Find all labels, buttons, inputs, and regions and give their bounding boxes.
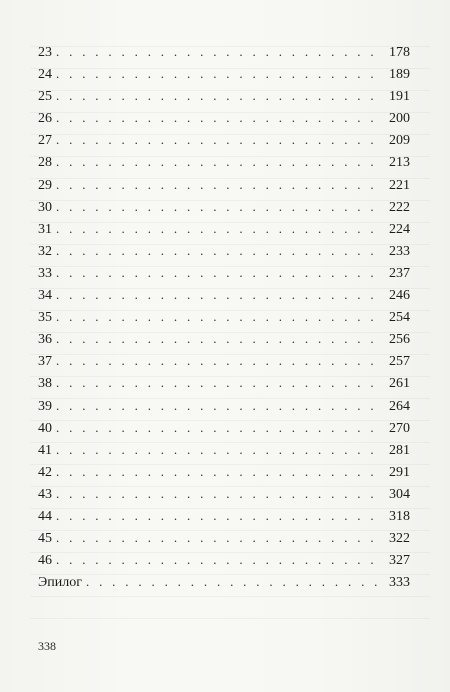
dot-leader bbox=[56, 129, 384, 151]
toc-entry-label: 33 bbox=[38, 265, 52, 281]
dot-leader bbox=[56, 461, 384, 483]
toc-entry-label: 46 bbox=[38, 553, 52, 569]
toc-entry-page: 327 bbox=[389, 553, 410, 569]
toc-entry-page: 191 bbox=[389, 89, 410, 105]
toc-entry-label: 41 bbox=[38, 442, 52, 458]
dot-leader bbox=[56, 85, 384, 107]
toc-entry-label: 25 bbox=[38, 89, 52, 105]
toc-entry bbox=[38, 505, 410, 527]
dot-leader bbox=[56, 417, 384, 439]
toc-entry-label: 40 bbox=[38, 420, 52, 436]
toc-entry-page: 222 bbox=[389, 199, 410, 215]
dot-leader bbox=[86, 571, 384, 593]
toc-entry-page: 233 bbox=[389, 243, 410, 259]
toc-entry bbox=[38, 372, 410, 394]
toc-entry-page: 256 bbox=[389, 332, 410, 348]
toc-entry-label: 27 bbox=[38, 133, 52, 149]
toc-entry-label: 29 bbox=[38, 177, 52, 193]
dot-leader bbox=[56, 218, 384, 240]
toc-entry bbox=[38, 461, 410, 483]
toc-entry bbox=[38, 240, 410, 262]
toc-entry bbox=[38, 571, 410, 593]
toc-entry bbox=[38, 107, 410, 129]
dot-leader bbox=[56, 107, 384, 129]
toc-entry bbox=[38, 483, 410, 505]
toc-entry-page: 264 bbox=[389, 398, 410, 414]
toc-entry-label: 23 bbox=[38, 45, 52, 60]
toc-entry-page: 261 bbox=[389, 376, 410, 392]
toc-entry-label: 37 bbox=[38, 354, 52, 370]
dot-leader bbox=[56, 151, 384, 173]
toc-entry bbox=[38, 350, 410, 372]
toc-entry bbox=[38, 284, 410, 306]
toc-entry-page: 291 bbox=[389, 464, 410, 480]
toc-entry-page: 189 bbox=[389, 67, 410, 83]
toc-entry bbox=[38, 151, 410, 173]
toc-entry-label: 43 bbox=[38, 486, 52, 502]
toc-entry bbox=[38, 328, 410, 350]
dot-leader bbox=[56, 41, 384, 63]
toc-entry-page: 322 bbox=[389, 531, 410, 547]
toc-entry-page: 257 bbox=[389, 354, 410, 370]
toc-entry-label: 39 bbox=[38, 398, 52, 414]
dot-leader bbox=[56, 284, 384, 306]
dot-leader bbox=[56, 350, 384, 372]
toc-entry-page: 213 bbox=[389, 155, 410, 171]
toc-entry-page: 270 bbox=[389, 420, 410, 436]
toc-entry-page: 333 bbox=[389, 575, 410, 591]
toc-entry-label: 24 bbox=[38, 67, 52, 83]
page-number: 338 bbox=[38, 639, 56, 653]
toc-entry-page: 254 bbox=[389, 310, 410, 326]
dot-leader bbox=[56, 439, 384, 461]
toc-entry-page: 318 bbox=[389, 508, 410, 524]
toc-entry-label: 28 bbox=[38, 155, 52, 171]
toc-entry-page: 237 bbox=[389, 265, 410, 281]
toc-entry-page: 178 bbox=[389, 45, 410, 60]
dot-leader bbox=[56, 372, 384, 394]
toc-entry-label: 32 bbox=[38, 243, 52, 259]
toc-entry bbox=[38, 527, 410, 549]
toc-entry-page: 304 bbox=[389, 486, 410, 502]
toc-entry-label: 45 bbox=[38, 531, 52, 547]
toc-entry bbox=[38, 439, 410, 461]
toc-entry-page: 246 bbox=[389, 288, 410, 304]
toc-entry-label: 36 bbox=[38, 332, 52, 348]
toc-entry-page: 281 bbox=[389, 442, 410, 458]
dot-leader bbox=[56, 549, 384, 571]
toc-entry bbox=[38, 85, 410, 107]
toc-entry-label: 26 bbox=[38, 111, 52, 127]
toc-entry bbox=[38, 262, 410, 284]
toc-entry-page: 221 bbox=[389, 177, 410, 193]
toc-entry-label: 34 bbox=[38, 288, 52, 304]
toc-entry bbox=[38, 174, 410, 196]
toc-entry bbox=[38, 395, 410, 417]
dot-leader bbox=[56, 240, 384, 262]
toc-entry-page: 209 bbox=[389, 133, 410, 149]
dot-leader bbox=[56, 306, 384, 328]
toc-entry bbox=[38, 63, 410, 85]
toc-entry bbox=[38, 129, 410, 151]
toc-entry-label: 31 bbox=[38, 221, 52, 237]
toc-entry bbox=[38, 41, 410, 63]
dot-leader bbox=[56, 63, 384, 85]
toc-entry bbox=[38, 306, 410, 328]
dot-leader bbox=[56, 527, 384, 549]
toc-entry-label: 30 bbox=[38, 199, 52, 215]
dot-leader bbox=[56, 505, 384, 527]
toc-entry-label: 42 bbox=[38, 464, 52, 480]
dot-leader bbox=[56, 196, 384, 218]
toc-entry-label: 38 bbox=[38, 376, 52, 392]
toc-entry-label: 35 bbox=[38, 310, 52, 326]
toc-entry bbox=[38, 218, 410, 240]
toc-entry bbox=[38, 196, 410, 218]
dot-leader bbox=[56, 262, 384, 284]
dot-leader bbox=[56, 395, 384, 417]
toc-entry bbox=[38, 549, 410, 571]
toc-entry-page: 200 bbox=[389, 111, 410, 127]
dot-leader bbox=[56, 483, 384, 505]
toc-entry-page: 224 bbox=[389, 221, 410, 237]
toc-entry-label: 44 bbox=[38, 508, 52, 524]
table-of-contents bbox=[38, 41, 410, 593]
toc-entry bbox=[38, 417, 410, 439]
dot-leader bbox=[56, 328, 384, 350]
dot-leader bbox=[56, 174, 384, 196]
toc-entry-label: Эпилог bbox=[38, 575, 82, 591]
